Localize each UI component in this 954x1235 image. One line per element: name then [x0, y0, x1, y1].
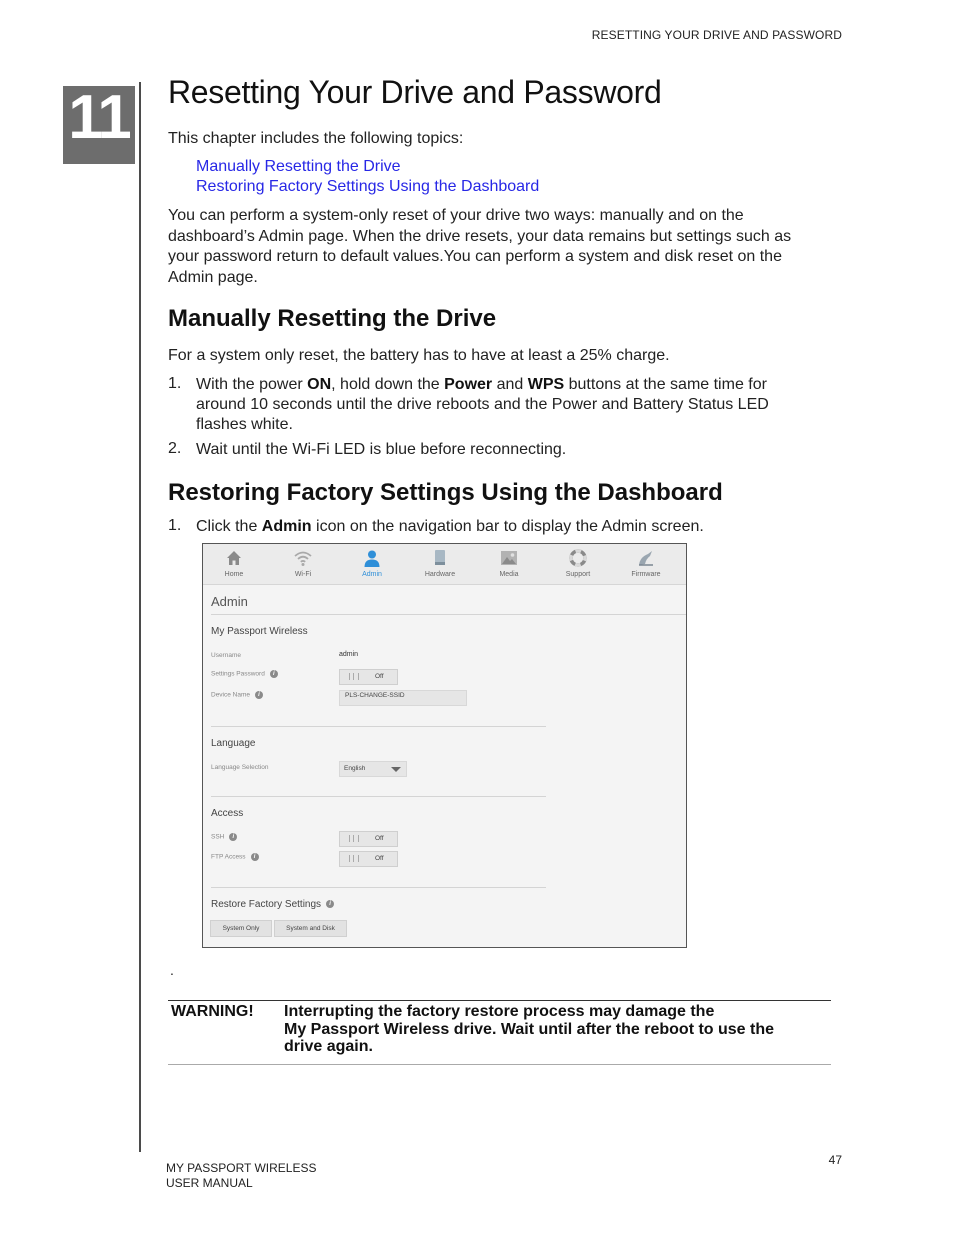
- ftp-row: [211, 853, 259, 861]
- support-icon: [568, 548, 588, 568]
- nav-item-support[interactable]: [548, 548, 608, 578]
- nav-label: Home: [224, 571, 244, 578]
- nav-label: Firmware: [631, 571, 661, 578]
- nav-label: Hardware: [424, 571, 456, 578]
- warning-top-rule: [168, 1000, 831, 1001]
- restore-section-title: [211, 899, 334, 910]
- restore-title-text: Restore Factory Settings: [211, 899, 322, 910]
- username-label: Username: [211, 652, 241, 659]
- step-text: Click the: [196, 518, 262, 535]
- info-icon[interactable]: i: [251, 853, 259, 861]
- hardware-icon: [430, 548, 450, 568]
- overview-line: your password return to default values.You can perform a system and disk reset on the: [168, 248, 782, 265]
- admin-screen-figure: [202, 543, 687, 948]
- manual-step-1: [196, 375, 836, 435]
- media-icon: [499, 548, 519, 568]
- step-text: buttons at the same time for: [564, 376, 767, 393]
- nav-item-wifi[interactable]: [273, 548, 333, 578]
- settings-password-toggle[interactable]: [339, 669, 398, 685]
- ftp-label: FTP Access: [211, 853, 246, 861]
- info-icon[interactable]: i: [270, 670, 278, 678]
- overview-line: Admin page.: [168, 268, 258, 286]
- device-name-row: [211, 691, 263, 699]
- divider: [211, 887, 546, 888]
- footer-line: USER MANUAL: [166, 1176, 253, 1190]
- step-text: , hold down the: [331, 376, 445, 393]
- firmware-icon: [636, 548, 656, 568]
- toggle-grip: [349, 855, 359, 862]
- nav-item-hardware[interactable]: [410, 548, 470, 578]
- toggle-grip: [349, 835, 359, 842]
- section-heading-restore-factory: Restoring Factory Settings Using the Dashboard: [168, 479, 723, 506]
- footer-line: MY PASSPORT WIRELESS: [166, 1161, 317, 1175]
- step-text: icon on the navigation bar to display the Admin screen.: [311, 518, 704, 535]
- section-heading-manual-reset: Manually Resetting the Drive: [168, 305, 497, 332]
- warning-line: Interrupting the factory restore process may damage the: [284, 1003, 715, 1020]
- step-text: and: [492, 376, 528, 393]
- ssh-label: SSH: [211, 833, 225, 841]
- warning-bottom-rule: [168, 1064, 831, 1065]
- nav-item-media[interactable]: [479, 548, 539, 578]
- toggle-state: Off: [375, 835, 384, 842]
- dashboard-nav-bar: [203, 544, 686, 585]
- overview-line: dashboard’s Admin page. When the drive resets, your data remains but settings such as: [168, 227, 792, 245]
- nav-item-admin[interactable]: [342, 548, 402, 578]
- chevron-down-icon: [391, 767, 401, 772]
- wps-button-term: WPS: [527, 376, 565, 393]
- nav-label: Wi-Fi: [294, 571, 312, 578]
- ssh-toggle[interactable]: [339, 831, 398, 847]
- step-text: With the power: [196, 376, 308, 393]
- language-value: English: [344, 765, 366, 772]
- nav-item-home[interactable]: [204, 548, 264, 578]
- admin-page-title: Admin: [211, 594, 248, 609]
- divider: [211, 614, 686, 615]
- info-icon[interactable]: i: [255, 691, 263, 699]
- warning-line: drive again.: [284, 1038, 373, 1055]
- access-section-title: Access: [211, 808, 244, 819]
- wireless-section-title: My Passport Wireless: [211, 626, 308, 637]
- ssh-row: [211, 833, 237, 841]
- trailing-period: .: [170, 962, 174, 978]
- step-line: flashes white.: [196, 416, 293, 433]
- username-value: admin: [339, 651, 359, 658]
- overview-line: You can perform a system-only reset of your drive two ways: manually and on the: [168, 207, 744, 224]
- warning-text: [284, 1003, 829, 1056]
- settings-password-label: Settings Password: [211, 670, 265, 678]
- chapter-number-block: [63, 86, 135, 164]
- power-on-term: ON: [307, 376, 332, 393]
- device-name-label: Device Name: [211, 691, 251, 699]
- manual-reset-lead: For a system only reset, the battery has to have at least a 25% charge.: [168, 347, 670, 364]
- footer: [166, 1161, 317, 1191]
- topic-link-restore-factory[interactable]: Restoring Factory Settings Using the Dashboard: [196, 178, 540, 195]
- step-number: 1.: [168, 375, 182, 392]
- info-icon[interactable]: i: [326, 900, 334, 908]
- home-icon: [224, 548, 244, 568]
- user-icon: [362, 548, 382, 568]
- divider: [211, 726, 546, 727]
- nav-item-firmware[interactable]: [616, 548, 676, 578]
- toggle-state: Off: [375, 855, 384, 862]
- warning-line: My Passport Wireless drive. Wait until after the reboot to use the: [284, 1020, 775, 1038]
- page-number: 47: [828, 1153, 842, 1167]
- nav-label: Admin: [362, 571, 382, 578]
- system-and-disk-button[interactable]: System and Disk: [274, 920, 347, 937]
- wifi-icon: [293, 548, 313, 568]
- toggle-state: Off: [375, 673, 384, 680]
- power-button-term: Power: [444, 376, 493, 393]
- manual-step-2: Wait until the Wi-Fi LED is blue before reconnecting.: [196, 441, 567, 458]
- language-section-title: Language: [211, 738, 256, 749]
- topics-intro: This chapter includes the following topics:: [168, 130, 464, 147]
- language-select[interactable]: [339, 761, 407, 777]
- system-only-button[interactable]: System Only: [210, 920, 272, 937]
- warning-label: WARNING!: [171, 1003, 254, 1020]
- overview-paragraph: [168, 206, 791, 288]
- nav-label: Media: [499, 571, 519, 578]
- step-number: 2.: [168, 440, 182, 457]
- step-line: [196, 375, 836, 395]
- language-selection-label: Language Selection: [211, 764, 269, 771]
- toggle-grip: [349, 673, 359, 680]
- chapter-number: 11: [68, 86, 130, 152]
- settings-password-row: [211, 670, 278, 678]
- page-title: Resetting Your Drive and Password: [168, 74, 662, 110]
- restore-step-1: [196, 517, 836, 537]
- running-header: RESETTING YOUR DRIVE AND PASSWORD: [591, 28, 842, 42]
- divider: [211, 796, 546, 797]
- nav-label: Support: [565, 571, 591, 578]
- step-line: around 10 seconds until the drive reboots and the Power and Battery Status LED: [196, 396, 769, 413]
- device-name-value: PLS-CHANGE-SSID: [345, 692, 405, 699]
- admin-term: Admin: [261, 518, 312, 535]
- topic-link-manual-reset[interactable]: Manually Resetting the Drive: [196, 158, 401, 175]
- ftp-toggle[interactable]: [339, 851, 398, 867]
- chapter-divider: [139, 82, 141, 1152]
- device-name-input[interactable]: [339, 690, 467, 706]
- info-icon[interactable]: i: [229, 833, 237, 841]
- step-number: 1.: [168, 517, 182, 534]
